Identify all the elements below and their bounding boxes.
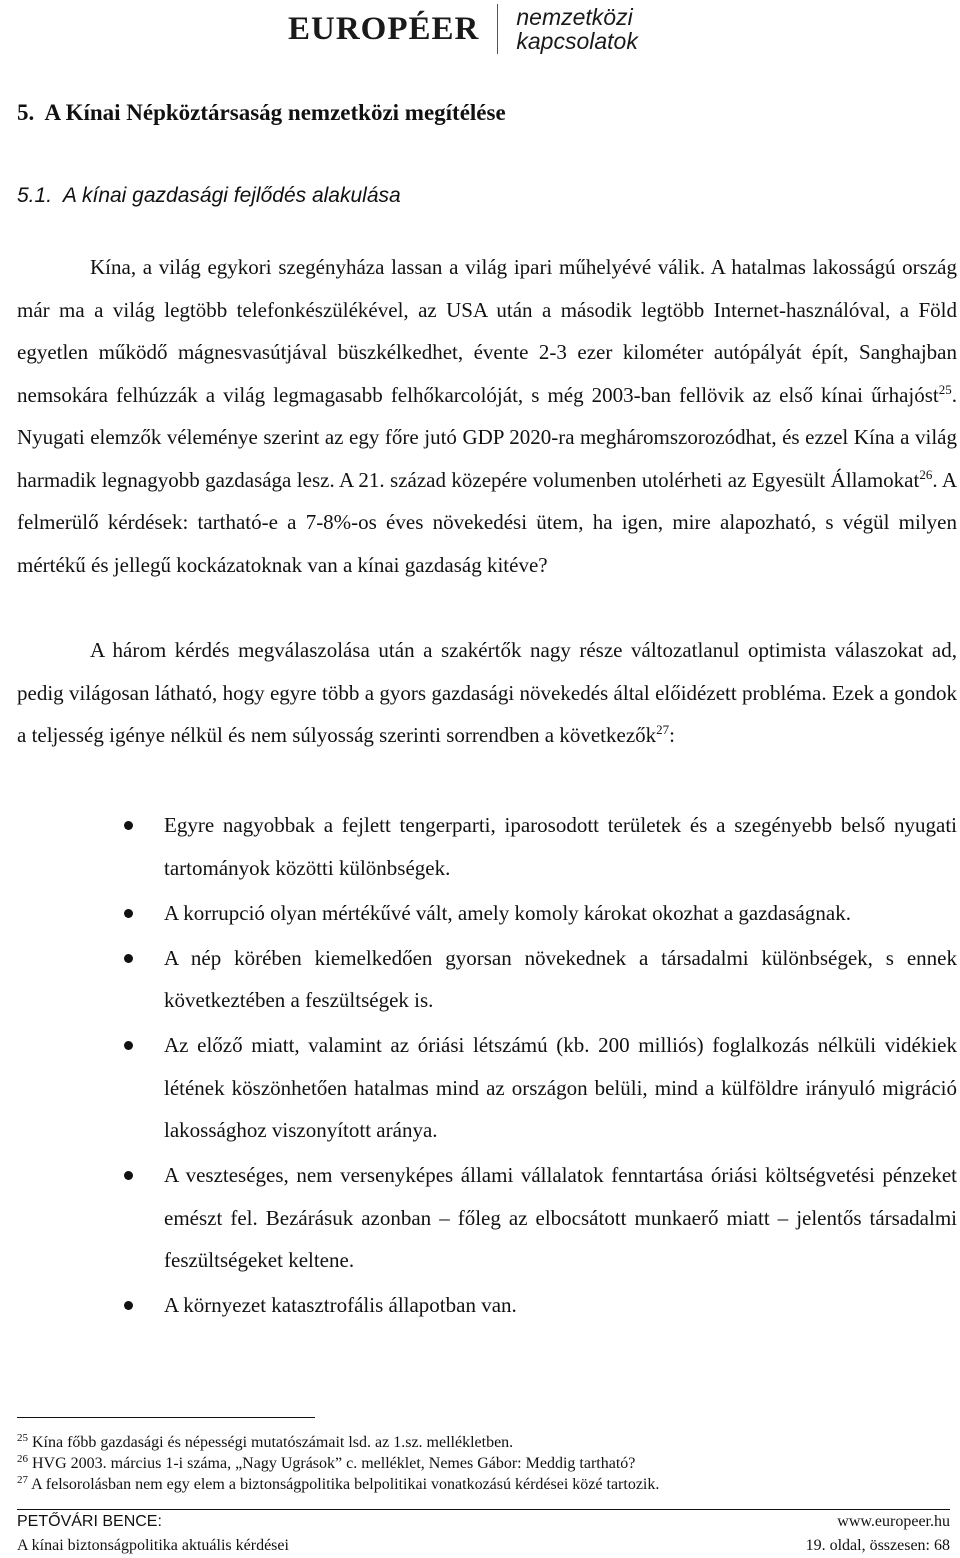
list-item bbox=[0, 892, 957, 935]
bullet-icon bbox=[124, 1301, 133, 1310]
footer-author: PETŐVÁRI BENCE: bbox=[17, 1513, 162, 1530]
paragraph-1-text-c: . A felmerülő kérdések: tartható-e a 7-8%-os éves növekedési ütem, ha igen, mire alapozható, s végül milyen mértékű és jellegű kockázatoknak van a kínai gazdaság kitéve? bbox=[17, 467, 957, 577]
footnote-ref-25[interactable]: 25 bbox=[938, 381, 952, 397]
bullet-icon bbox=[124, 954, 133, 963]
footer-row-1 bbox=[17, 1510, 950, 1534]
footer-title: A kínai biztonságpolitika aktuális kérdései bbox=[17, 1537, 289, 1554]
logo-subtitle-line1: nemzetközi bbox=[516, 4, 633, 30]
bullet-icon bbox=[124, 1171, 133, 1180]
footer-row-2 bbox=[17, 1534, 950, 1558]
europeer-logo bbox=[288, 2, 638, 56]
footnote-text: A felsorolásban nem egy elem a biztonságpolitika belpolitikai vonatkozású kérdései közé tartozik. bbox=[31, 1476, 660, 1493]
page-footer bbox=[17, 1509, 950, 1558]
list-item-text: A korrupció olyan mértékűvé vált, amely komoly károkat okozhat a gazdaságnak. bbox=[164, 900, 851, 925]
footnote-number: 26 bbox=[17, 1453, 28, 1465]
list-item-text: Az előző miatt, valamint az óriási létszámú (kb. 200 milliós) foglalkozás nélküli vidékiek létének köszönhetően hatalmas mind az országon belüli, mind a külföldre irányuló migráció lakossághoz viszonyított aránya. bbox=[164, 1033, 957, 1142]
footnote-separator bbox=[17, 1417, 315, 1418]
section-heading: 5.1. A kínai gazdasági fejlődés alakulása bbox=[17, 184, 401, 207]
logo-subtitle bbox=[516, 5, 637, 53]
bullet-icon bbox=[124, 909, 133, 918]
problem-list bbox=[0, 804, 957, 1329]
list-item bbox=[0, 804, 957, 889]
paragraph-2-text-b: : bbox=[669, 723, 675, 747]
footnote-26 bbox=[17, 1453, 947, 1474]
footnote-number: 27 bbox=[17, 1474, 28, 1486]
list-item-text: Egyre nagyobbak a fejlett tengerparti, iparosodott területek és a szegényebb belső nyugati tartományok közötti különbségek. bbox=[164, 813, 957, 880]
list-item-text: A környezet katasztrofális állapotban van. bbox=[164, 1293, 517, 1317]
logo-wordmark: EUROPÉER bbox=[288, 10, 480, 47]
footnote-text: Kína főbb gazdasági és népességi mutatószámait lsd. az 1.sz. mellékletben. bbox=[32, 1434, 514, 1451]
paragraph-2 bbox=[17, 629, 957, 757]
paragraph-2-text-a: A három kérdés megválaszolása után a szakértők nagy része változatlanul optimista válaszokat ad, pedig világosan látható, hogy egyre több a gyors gazdasági növekedés által előidézett probléma. Ezek a gondok a teljesség igénye nélkül és nem súlyosság szerinti sorrendben a következők bbox=[17, 638, 957, 747]
footnote-number: 25 bbox=[17, 1432, 28, 1444]
bullet-icon bbox=[124, 821, 133, 830]
footnote-text: HVG 2003. március 1-i száma, „Nagy Ugrások” c. melléklet, Nemes Gábor: Meddig tartható? bbox=[32, 1455, 636, 1472]
footnotes bbox=[17, 1432, 947, 1495]
list-item bbox=[0, 1154, 957, 1282]
bullet-icon bbox=[124, 1041, 133, 1050]
list-item-text: A veszteséges, nem versenyképes állami vállalatok fenntartása óriási költségvetési pénzeket emészt fel. Bezárásuk azonban – főleg az elbocsátott munkaerő miatt – jelentős társadalmi feszültségeket keltene. bbox=[164, 1163, 957, 1272]
footer-website-link[interactable]: www.europeer.hu bbox=[837, 1513, 950, 1530]
paragraph-1-text-a: Kína, a világ egykori szegényháza lassan a világ ipari műhelyévé válik. A hatalmas lakosságú ország már ma a világ legtöbb telefonkészülékével, az USA után a második legtöbb Internet-használóval, a Föld egyetlen működő mágnesvasútjával büszkélkedhet, évente 2-3 ezer kilométer autópályát épít, Sanghajban nemsokára felhúzzák a világ legmagasabb felhőkarcolóját, s még 2003-ban fellövik az első kínai űrhajóst bbox=[17, 255, 957, 407]
footnote-ref-27[interactable]: 27 bbox=[656, 722, 670, 737]
footnote-25 bbox=[17, 1432, 947, 1453]
footnote-ref-26[interactable]: 26 bbox=[919, 466, 933, 482]
list-item bbox=[0, 1284, 957, 1327]
paragraph-1 bbox=[17, 246, 957, 586]
footnote-27 bbox=[17, 1474, 947, 1495]
logo-divider bbox=[497, 4, 498, 54]
list-item-text: A nép körében kiemelkedően gyorsan növekednek a társadalmi különbségek, s ennek következtében a feszültségek is. bbox=[164, 945, 957, 1012]
footer-page-info: 19. oldal, összesen: 68 bbox=[805, 1537, 950, 1554]
chapter-heading: 5. A Kínai Népköztársaság nemzetközi megítélése bbox=[17, 100, 506, 125]
paragraph-1-text-b: . Nyugati elemzők véleménye szerint az egy főre jutó GDP 2020-ra megháromszorozódhat, és ezzel Kína a világ harmadik legnagyobb gazdasága lesz. A 21. század közepére volumenben utolérheti az Egyesült Államokat bbox=[17, 382, 957, 492]
logo-subtitle-line2: kapcsolatok bbox=[516, 28, 638, 54]
list-item bbox=[0, 1024, 957, 1152]
list-item bbox=[0, 937, 957, 1022]
